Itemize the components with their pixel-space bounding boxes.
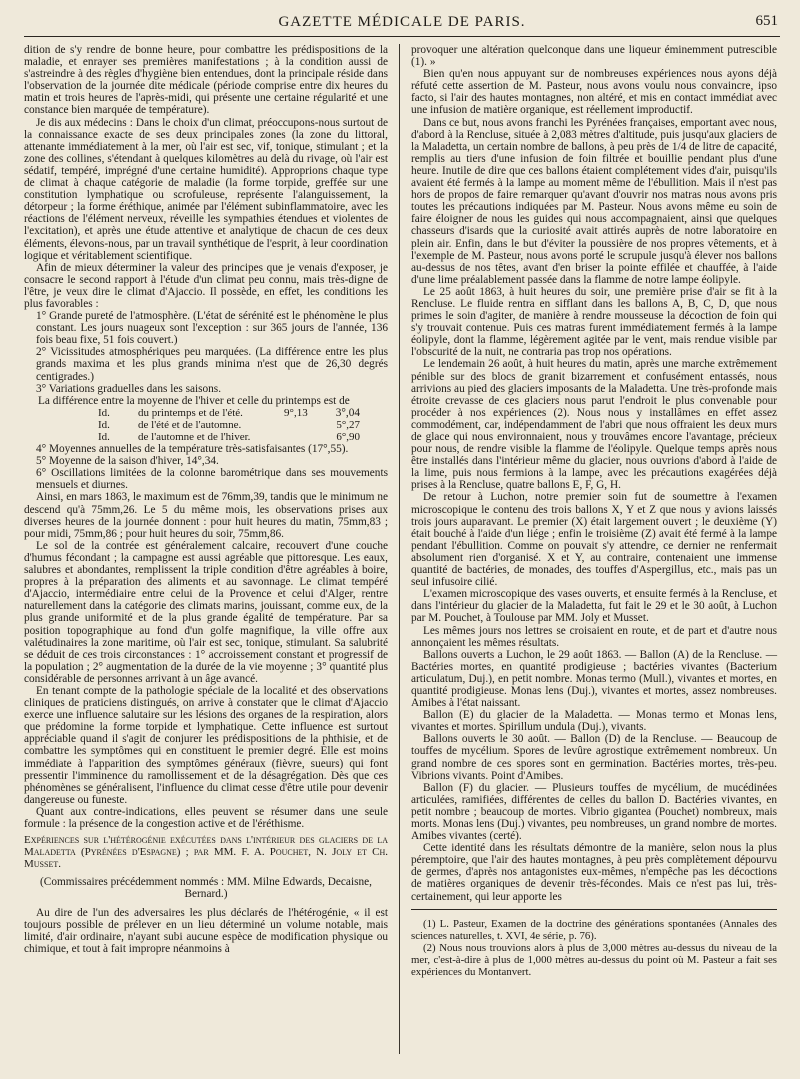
paragraph: Dans ce but, nous avons franchi les Pyrénées françaises, emportant avec nous, d'abord à la Rencluse, située à 2,083 mètres d'altitude, puis jusqu'aux glaciers de la Maladetta, un certain nombre de ballons, à peu près de 1/4 de litre de capacité, remplis au tiers d'une infusion de foin filtrée et bouillie pendant plus d'une heure. Inutile de dire que ces ballons étaient complétement vides d'air, puisqu'ils avaient été fermés à la lampe au moment même de l'ébullition. Mais il n'est pas hors de propos de faire remarquer qu'avant d'ouvrir nos matras nous avons pris toutes les précautions indiquées par M. Pasteur. Nous avons même eu soin de faire éloigner de nous les guides qui nous accompagnaient, ainsi que quelques chasseurs d'isards que la curiosité avait attirés auprès de notre laboratoire en plein air. Enfin, dans le but d'éviter la poussière de nos propres vêtements, et à l'exemple de M. Pasteur, nous avons porté le scrupule jusqu'à élever nos ballons au-dessus de nos têtes, avant d'en briser la pointe effilée et chauffée, à l'aide d'une lime préalablement passée dans la flamme de notre lampe éolipyle.: [411, 116, 777, 286]
list-item: 1° Grande pureté de l'atmosphère. (L'état de sérénité est le phénomène le plus constant. Les jours nuageux sont l'exception : sur 365 jours de l'année, 136 fois beau fixe, 51 fois couvert.): [36, 310, 388, 347]
paragraph: Cette identité dans les résultats démontre de la manière, selon nous la plus péremptoire, que l'air des hautes montagnes, à peu près complètement dépourvu de germes, d'après nos antagonistes eux-mêmes, n'empêche pas les décoctions de matières organiques de devenir très-fécondes. Mais ce n'est pas lui, très-certainement, qui leur apporte les: [411, 842, 777, 903]
list-item: 3° Variations graduelles dans les saisons.: [36, 382, 222, 395]
footnotes: [411, 918, 777, 978]
table-cell: Id.: [98, 418, 110, 431]
table-cell: de l'été et de l'automne.: [138, 418, 242, 431]
column-divider: [399, 44, 400, 1054]
footnote-rule: [411, 909, 777, 910]
table-row: [38, 419, 388, 431]
paragraph: Au dire de l'un des adversaires les plus déclarés de l'hétérogénie, « il est toujours possible de prélever en un lieu déterminé un volume notable, mais limité, d'air ordinaire, n'ayant subi aucune espèce de modification physique ou chimique, et tout à fait impropre néanmoins à: [24, 906, 388, 955]
paragraph: provoquer une altération quelconque dans une liqueur éminemment putrescible (1). »: [411, 44, 777, 69]
result-entry: Ballons ouverts a Luchon, le 29 août 1863. — Ballon (A) de la Rencluse. — Bactéries mortes, en quantité prodigieuse ; bactéries vivantes (Bacterium articulatum, Duj.), en petit nombre. Monas termo (Mull.), vivantes et mortes, en quantité prodigieuse. Monas lens (Duj.), vivantes et mortes, assez nombreuses. Amibes à l'état naissant.: [411, 648, 777, 710]
commission-note: (Commissaires précédemment nommés : MM. Milne Edwards, Decaisne, Bernard.): [40, 876, 372, 901]
list-item: 4° Moyennes annuelles de la température très-satisfaisantes (17°,55).: [36, 443, 349, 456]
paragraph: Je dis aux médecins : Dans le choix d'un climat, préoccupons-nous surtout de la connaissance exacte de ses deux principales zones (la zone du littoral, attenante immédiatement à la mer, où l'air est sec, vif, tonique, stimulant ; et la zone des collines, s'étendant à quelques kilomètres au delà du rivage, où l'air est sédatif, tempéré, imprégné d'une certaine humidité). Approprions chaque type de climat à chaque catégorie de maladie (la forme torpide, greffée sur une constitution lymphatique ou scrofuleuse, représente l'alanguissement, la détorpeur ; la forme éréthique, animée par l'élément subinflammatoire, avec les réactions de l'élément nerveux, réveille les sympathies étendues et violentes de l'excitation), et après une étude attentive et analytique de chacun de ces deux éléments, élevons-nous, par un travail synthétique de l'esprit, à leur coordination logique et véritablement scientifique.: [24, 116, 388, 262]
paragraph: Quant aux contre-indications, elles peuvent se résumer dans une seule formule : la présence de la congestion active et de l'éréthisme.: [24, 805, 388, 830]
difference-first-value: 3°,04: [335, 406, 360, 419]
table-cell: de l'automne et de l'hiver.: [138, 431, 251, 443]
paragraph: Afin de mieux déterminer la valeur des principes que je venais d'exposer, je consacre le second rapport à l'étude d'un climat peu connu, mais très-digne de l'être, je veux dire le climat d'Ajaccio. Il possède, en effet, les conditions les plus favorables :: [24, 261, 388, 310]
result-entry: Ballon (E) du glacier de la Maladetta. — Monas termo et Monas lens, vivantes et mortes. Spirillum undula (Duj.), vivants.: [411, 709, 777, 734]
table-cell: 5°,27: [336, 418, 360, 431]
page-header: [24, 12, 780, 37]
paragraph: dition de s'y rendre de bonne heure, pour combattre les prédispositions de la maladie, et enrayer ses premières manifestations ; à la condition aussi de s'astreindre à des règles d'hygiène bien entendues, dont la principale réside dans l'observation de la journée dite médicale (période comprise entre dix heures du matin et trois heures de l'après-midi, qui présente une certaine régularité et une constance bien marquée de température).: [24, 44, 388, 117]
table-cell: du printemps et de l'été.: [138, 406, 243, 419]
conditions-list-continued: [24, 443, 388, 491]
result-entry: Ballon (F) du glacier. — Plusieurs touffes de mycélium, de mucédinées articulées, ramifiées, différentes de celles du ballon D. Bactéries vivantes, en petit nombre ; beaucoup de mortes. Vibrio gigantea (Pouchet) nombreux, mais morts. Monas lens (Duj.) vivantes, peu nombreuses, un grand nombre de mortes. Amibes vivantes (certé).: [411, 781, 777, 843]
page-number: 651: [755, 13, 778, 29]
paragraph: Le 25 août 1863, à huit heures du soir, une première prise d'air se fit à la Rencluse. Le fluide rentra en sifflant dans les ballons A, B, C, D, que nous primes le soin d'agiter, de manière à rendre mousseuse la décoction de foin qui s'y trouvait contenue. Puis ces matras furent immédiatement fermés à la lampe éolipyle, dont la flamme, légèrement agitée par le vent, mais rendue visible par l'obscurité de la nuit, ne contraria pas trop nos opérations.: [411, 285, 777, 359]
differences-table: [38, 407, 388, 443]
table-cell: Id.: [98, 431, 110, 443]
footnote: (2) Nous nous trouvions alors à plus de 3,000 mètres au-dessus du niveau de la mer, c'est-à-dire à plus de 1,000 mètres au-dessus du point où M. Pasteur a fait ses expériences du Montanvert.: [411, 941, 777, 978]
table-row: [38, 431, 388, 443]
difference-intro-text: La différence entre la moyenne de l'hiver et celle du printemps est de: [38, 394, 350, 407]
paragraph: De retour à Luchon, notre premier soin fut de soumettre à l'examen microscopique le contenu des trois ballons X, Y et Z que nous y avions laissés trois jours auparavant. Le premier (X) était largement ouvert ; le deuxième (Y) était bouché à l'aide d'un liége ; enfin le troisième (Z) avait été fermé à la lampe pendant l'ébullition. Comme on pouvait s'y attendre, ce dernier ne renfermait absolument rien d'organisé. X et Y, au contraire, contenaient une immense quantité de bactéries, de monades, des touffes d'Aspergillus, etc., mais pas un seul infusoire cilié.: [411, 491, 777, 589]
paragraph: Le sol de la contrée est généralement calcaire, recouvert d'une couche d'humus fécondant ; la campagne est aussi agréable que pittoresque. Les eaux, salubres et abondantes, remplissent la triple condition d'être agréables à boire, propres à la préparation des aliments et au savonnage. Le climat tempéré d'Ajaccio, intermédiaire entre celui de la Provence et celui d'Alger, rentre naturellement dans la catégorie des climats marins, jouissant, comme eux, de la plus grande uniformité et de la plus grande égalité de température. Par sa position topographique au fond d'un golfe magnifique, la ville offre aux valétudinaires la zone maritime, où l'air est sec, tonique, stimulant. Sa salubrité se déduit de ces trois circonstances : 1° accroissement constant et progressif de la population ; 2° augmentation de la durée de la vie moyenne ; 3° quantité plus considérable de personnes arrivant à un âge avancé.: [24, 539, 388, 685]
right-column: [411, 44, 777, 978]
list-item: 6° Oscillations limitées de la colonne barométrique dans ses mouvements mensuels et diurnes.: [36, 467, 388, 492]
table-cell: Id.: [98, 406, 110, 419]
result-entry: Ballons ouverts le 30 août. — Ballon (D) de la Rencluse. — Beaucoup de touffes de mycélium. Spores de levûre agrostique extrêmement nombreux. Un grand nombre de ces spores sont en germination. Bactéries mortes, très-peu. Vibrions vivants. Point d'Amibes.: [411, 733, 777, 782]
paragraph: L'examen microscopique des vases ouverts, et ensuite fermés à la Rencluse, et dans l'intérieur du glacier de la Maladetta, fut fait le 29 et le 30 août, à Luchon par M. Pouchet, à Toulouse par MM. Joly et Musset.: [411, 588, 777, 625]
conditions-list: [24, 310, 388, 395]
table-row: [38, 407, 336, 419]
paragraph: En tenant compte de la pathologie spéciale de la localité et des observations cliniques de praticiens distingués, on arrive à constater que le climat d'Ajaccio exerce une influence salutaire sur les lésions des organes de la respiration, alors que prédomine la forme torpide et lymphatique. Cette influence est surtout appréciable quand il s'agit de conjurer les prédispositions de la phthisie, et de combattre les symptômes qui en constituent le premier degré. Elle est moins immédiate à l'apparition des symptômes généraux (fièvre, sueurs) qui font pressentir l'imminence du ramollissement et de la désagrégation. Dès que ces phénomènes se généralisent, l'influence du climat cesse d'être utile pour devenir dangereuse ou funeste.: [24, 684, 388, 806]
list-item: 2° Vicissitudes atmosphériques peu marquées. (La différence entre les plus grands maxima et les plus grands minima n'est que de 26,30 degrés centigrades.): [36, 346, 388, 383]
footnote: (1) L. Pasteur, Examen de la doctrine des générations spontanées (Annales des sciences naturelles, t. XVI, 4e série, p. 76).: [411, 917, 777, 942]
journal-title: GAZETTE MÉDICALE DE PARIS.: [278, 14, 526, 30]
left-column: [24, 44, 388, 955]
paragraph: Ainsi, en mars 1863, le maximum est de 76mm,39, tandis que le minimum ne descend qu'à 75mm,26. Le 5 du même mois, les observations prises aux diverses heures de la journée donnent : pour huit heures du matin, 75mm,83 ; pour midi, 75mm,86 ; pour huit heures du soir, 75mm,86.: [24, 491, 388, 540]
table-cell: 6°,90: [336, 431, 360, 443]
list-item: 5° Moyenne de la saison d'hiver, 14°,34.: [36, 455, 219, 468]
paragraph: Les mêmes jours nos lettres se croisaient en route, et de part et d'autre nous annonçaient les mêmes résultats.: [411, 624, 777, 649]
section-heading: Expériences sur l'hétérogénie exécutées dans l'intérieur des glaciers de la Maladetta (Pyrénées d'Espagne) ; par MM. F. A. Pouchet, N. Joly et Ch. Musset.: [24, 834, 388, 871]
table-cell: 9°,13: [284, 406, 308, 419]
paragraph: Le lendemain 26 août, à huit heures du matin, après une marche extrêmement pénible sur des blocs de granit bizarrement et confusément entassés, nous arrivions au pied des glaciers imposants de la Maladetta. Une très-profonde mais étroite crevasse de ces glaciers nous parut l'endroit le plus convenable pour procéder à nos expériences (2). Nous nous y installâmes en effet assez commodément, car, indépendamment de l'abri que nous offraient les deux murs de glace qui nous environnaient, nous y trouvâmes encore l'avantage, précieux pour nous, de rendre visible la flamme de l'éolipyle. Quelque temps après nous être installés dans l'intérieur même du glacier, nous ouvrions d'abord à l'aide de la lime, puis nous fermions à la lampe, avec les précautions exagérées déjà prises à la Rencluse, quatre ballons E, F, G, H.: [411, 358, 777, 492]
paragraph: Bien qu'en nous appuyant sur de nombreuses expériences nous ayons déjà réfuté cette assertion de M. Pasteur, nous avons voulu nous convaincre, ipso facto, si l'air des hautes montagnes, non altéré, et mis en contact immédiat avec une infusion de matière organique, est réellement improductif.: [411, 68, 777, 117]
